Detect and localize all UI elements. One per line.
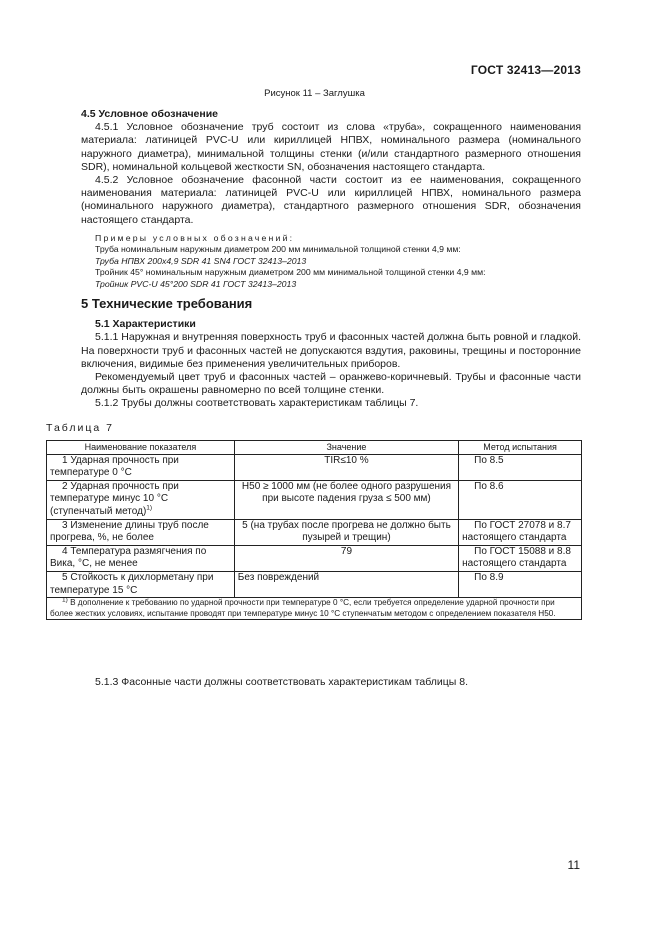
value-cell: Н50 ≥ 1000 мм (не более одного разрушения при высоте падения груза ≤ 500 мм) [234,480,458,519]
table-title: Таблица 7 [46,422,114,434]
value-cell: 79 [234,545,458,571]
indicator-text: 2 Ударная прочность при температуре минус 10 °С (ступенчатый метод) [50,480,179,517]
figure-caption: Рисунок 11 – Заглушка [264,88,365,99]
table-row [47,454,582,480]
subsection-heading: 5.1 Характеристики [95,318,196,331]
value-cell: Без повреждений [234,571,458,597]
method-cell: По ГОСТ 15088 и 8.8 настоящего стандарта [459,545,582,571]
table-row [47,519,582,545]
paragraph-4-5-1: 4.5.1 Условное обозначение труб состоит из слова «труба», сокращенного наименования материала: латиницей PVC-U или кириллицей НПВХ, номинального размера (номинального наружного диаметра), минимальной толщины стенки (и/или стандартного размерного отношения SDR), номинальной кольцевой жесткости SN, обозначения настоящего стандарта. [81,121,581,173]
method-cell: По 8.6 [459,480,582,519]
table-footnote-row [47,598,582,620]
paragraph-5-1-1: 5.1.1 Наружная и внутренняя поверхность труб и фасонных частей должна быть ровной и гладкой. На поверхности труб и фасонных частей не допускаются вздутия, раковины, трещины и посторонние включения, видимые без применения увеличительных приборов. [81,331,581,370]
method-cell: По 8.5 [459,454,582,480]
examples-heading: Примеры условных обозначений: [95,232,295,243]
section-heading: 5 Технические требования [81,296,253,311]
column-header: Значение [234,441,458,455]
indicator-cell [47,480,235,519]
footnote-mark: 1) [62,596,68,604]
table-row [47,480,582,519]
column-header: Наименование показателя [47,441,235,455]
method-cell: По ГОСТ 27078 и 8.7 настоящего стандарта [459,519,582,545]
section-5 [81,297,581,411]
table-footnote [47,598,582,620]
footnote-ref: 1) [146,504,153,512]
table-7 [46,440,582,620]
indicator-cell: 1 Ударная прочность при температуре 0 °С [47,454,235,480]
example-1-text: Труба номинальным наружным диаметром 200 мм минимальной толщиной стенки 4,9 мм: [95,244,461,255]
method-cell: По 8.9 [459,571,582,597]
page-number: 11 [567,858,580,872]
section-4-5 [81,108,581,290]
paragraph-5-1-3: 5.1.3 Фасонные части должны соответствовать характеристикам таблицы 8. [95,676,469,688]
document-code: ГОСТ 32413—2013 [470,63,581,77]
paragraph-5-1-2: 5.1.2 Трубы должны соответствовать характеристикам таблицы 7. [95,397,419,410]
value-cell: 5 (на трубах после прогрева не должно быть пузырей и трещин) [234,519,458,545]
section-5-1-3 [81,676,581,689]
indicator-cell: 5 Стойкость к дихлорметану при температуре 15 °С [47,571,235,597]
paragraph-4-5-2: 4.5.2 Условное обозначение фасонной части состоит из ее наименования, сокращенного наименования материала: латиницей PVC-U или кириллицей НПВХ, номинального размера (номинального наружного диаметра), стандартного размерного отношения SDR, обозначения настоящего стандарта. [81,174,581,226]
indicator-cell: 3 Изменение длины труб после прогрева, %, не более [47,519,235,545]
section-heading: 4.5 Условное обозначение [81,108,219,120]
indicator-cell: 4 Температура размягчения по Вика, °С, не менее [47,545,235,571]
example-2-text: Тройник 45° номинальным наружным диаметром 200 мм минимальной толщиной стенки 4,9 мм: [95,267,486,278]
table-row [47,571,582,597]
example-1-code: Труба НПВХ 200x4,9 SDR 41 SN4 ГОСТ 32413–2013 [95,255,307,266]
example-2-code: Тройник PVC-U 45°200 SDR 41 ГОСТ 32413–2013 [95,278,297,289]
column-header: Метод испытания [459,441,582,455]
footnote-text: В дополнение к требованию по ударной прочности при температуре 0 °С, если требуется определение ударной прочности при более жестких условиях, испытание проводят при температуре минус 10 °С ступенчатым методом с определением показателя Н50. [50,598,556,618]
paragraph-color: Рекомендуемый цвет труб и фасонных частей – оранжево-коричневый. Трубы и фасонные части должны быть окрашены равномерно по всей толщине стенки. [81,371,581,397]
value-cell: TIR≤10 % [234,454,458,480]
table-header-row [47,441,582,455]
table-row [47,545,582,571]
